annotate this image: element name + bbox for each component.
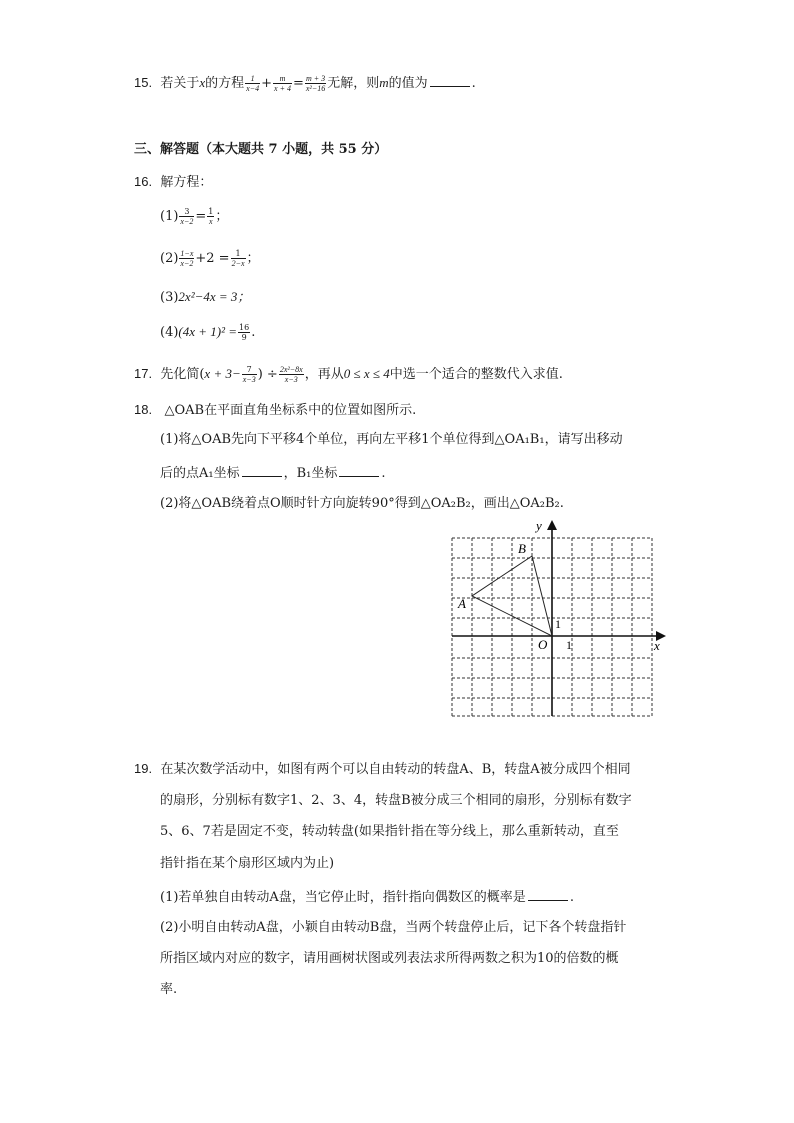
question-number: 16. bbox=[134, 174, 153, 189]
text: . bbox=[569, 890, 574, 905]
part-label: (3) bbox=[160, 290, 179, 305]
answer-blank[interactable] bbox=[430, 72, 470, 87]
numerator: 1 bbox=[208, 207, 214, 216]
text: ) ÷ bbox=[257, 367, 278, 382]
text: ，B₁坐标 bbox=[283, 466, 338, 481]
denominator: x + 4 bbox=[274, 84, 291, 93]
denominator: x−3 bbox=[242, 375, 256, 384]
fraction bbox=[238, 323, 250, 342]
fraction bbox=[179, 249, 194, 268]
text: 解方程： bbox=[160, 175, 213, 190]
operator: = bbox=[292, 76, 304, 91]
fraction bbox=[242, 365, 257, 384]
q16-part-3 bbox=[160, 287, 250, 308]
text: . bbox=[251, 325, 256, 340]
fraction bbox=[231, 249, 246, 268]
expression: (4x + 1)² = bbox=[178, 324, 238, 339]
answer-blank[interactable] bbox=[242, 462, 282, 477]
text: 先化简( bbox=[160, 367, 205, 382]
answer-blank[interactable] bbox=[339, 462, 379, 477]
denominator: 9 bbox=[241, 333, 247, 342]
point-b-label: B bbox=[518, 541, 526, 556]
denominator: x−3 bbox=[284, 375, 298, 384]
numerator: 7 bbox=[242, 365, 257, 375]
x-unit-label: 1 bbox=[566, 638, 572, 652]
part-label: (1) bbox=[160, 209, 179, 224]
fraction bbox=[273, 74, 292, 93]
y-axis-arrow-icon bbox=[547, 520, 557, 530]
text: ； bbox=[246, 251, 260, 266]
numerator: 16 bbox=[239, 323, 250, 332]
point-a-label: A bbox=[458, 596, 466, 611]
question-18 bbox=[134, 400, 416, 421]
question-number: 15. bbox=[134, 75, 153, 90]
q16-part-2 bbox=[160, 249, 260, 269]
numerator: 1−x bbox=[180, 249, 194, 258]
numerator: m bbox=[273, 74, 292, 84]
q19-line-3: 5、6、7若是固定不变，转动转盘(如果指针指在等分线上，那么重新转动，直至 bbox=[160, 824, 619, 839]
coordinate-grid-figure bbox=[446, 518, 668, 720]
text: (1)若单独自由转动A盘，当它停止时，指针指向偶数区的概率是 bbox=[160, 890, 526, 905]
y-axis-label: y bbox=[536, 518, 542, 533]
text: △OAB在平面直角坐标系中的位置如图所示. bbox=[164, 403, 417, 418]
fraction bbox=[207, 207, 214, 226]
origin-label: O bbox=[538, 637, 548, 652]
denominator: x bbox=[209, 217, 213, 226]
x-axis-label: x bbox=[654, 638, 660, 653]
question-number: 19. bbox=[134, 761, 153, 776]
question-16 bbox=[134, 172, 212, 193]
fraction bbox=[279, 365, 304, 384]
q19-part-2-end: 率. bbox=[160, 982, 178, 997]
numerator: 1 bbox=[231, 249, 246, 259]
y-unit-label: 1 bbox=[555, 617, 561, 631]
section-title: 三、解答题（本大题共 7 小题，共 55 分） bbox=[134, 142, 388, 157]
q19-line-4: 指针指在某个扇形区域内为止) bbox=[160, 856, 335, 871]
text: . bbox=[381, 466, 386, 481]
expression: 2x²−4x = 3； bbox=[178, 289, 251, 304]
q18-part-1-cont bbox=[160, 462, 386, 484]
variable: x bbox=[199, 75, 206, 90]
q16-part-4 bbox=[160, 322, 255, 343]
fraction bbox=[245, 74, 260, 93]
variable: m bbox=[379, 75, 389, 90]
text: +2 = bbox=[195, 251, 230, 266]
numerator: 2x²−8x bbox=[279, 365, 303, 374]
expression: x + 3− bbox=[204, 366, 241, 381]
answer-blank[interactable] bbox=[528, 886, 568, 901]
denominator: x²−16 bbox=[305, 84, 326, 93]
numerator: m + 3 bbox=[305, 74, 326, 83]
text: 若关于 bbox=[160, 76, 200, 91]
question-17 bbox=[134, 364, 563, 385]
denominator: x−2 bbox=[180, 217, 194, 226]
part-label: (2) bbox=[160, 251, 179, 266]
q16-part-1 bbox=[160, 207, 228, 227]
numerator: 1 bbox=[245, 74, 260, 84]
denominator: x−4 bbox=[246, 84, 260, 93]
text: 的方程 bbox=[205, 76, 245, 91]
text: 中选一个适合的整数代入求值. bbox=[389, 367, 563, 382]
q18-part-2: (2)将△OAB绕着点O顺时针方向旋转90°得到△OA₂B₂，画出△OA₂B₂. bbox=[160, 496, 564, 511]
part-label: (4) bbox=[160, 325, 179, 340]
fraction bbox=[179, 207, 194, 226]
operator: + bbox=[261, 76, 273, 91]
fraction bbox=[305, 74, 326, 93]
text: . bbox=[471, 76, 476, 91]
text: 在某次数学活动中，如图有两个可以自由转动的转盘A、B，转盘A被分成四个相同 bbox=[160, 762, 631, 777]
denominator: 2−x bbox=[231, 259, 245, 268]
text: 的值为 bbox=[388, 76, 428, 91]
question-number: 17. bbox=[134, 366, 153, 381]
q18-part-1: (1)将△OAB先向下平移4个单位，再向左平移1个单位得到△OA₁B₁，请写出移动 bbox=[160, 432, 623, 447]
q19-part-2-cont: 所指区域内对应的数字，请用画树状图或列表法求所得两数之积为10的倍数的概 bbox=[160, 951, 619, 966]
text: ，再从 bbox=[304, 367, 344, 382]
q19-part-2: (2)小明自由转动A盘，小颖自由转动B盘，当两个转盘停止后，记下各个转盘指针 bbox=[160, 920, 627, 935]
q19-line-2: 的扇形，分别标有数字1、2、3、4，转盘B被分成三个相同的扇形，分别标有数字 bbox=[160, 793, 632, 808]
denominator: x−2 bbox=[180, 259, 194, 268]
numerator: 3 bbox=[179, 207, 194, 217]
text: 后的点A₁坐标 bbox=[160, 466, 240, 481]
text: ； bbox=[215, 209, 229, 224]
operator: = bbox=[195, 209, 207, 224]
question-19 bbox=[134, 759, 631, 780]
question-15 bbox=[134, 72, 476, 94]
text: 无解，则 bbox=[327, 76, 380, 91]
question-number: 18. bbox=[134, 402, 153, 417]
expression: 0 ≤ x ≤ 4 bbox=[343, 366, 390, 381]
q19-part-1 bbox=[160, 886, 574, 908]
